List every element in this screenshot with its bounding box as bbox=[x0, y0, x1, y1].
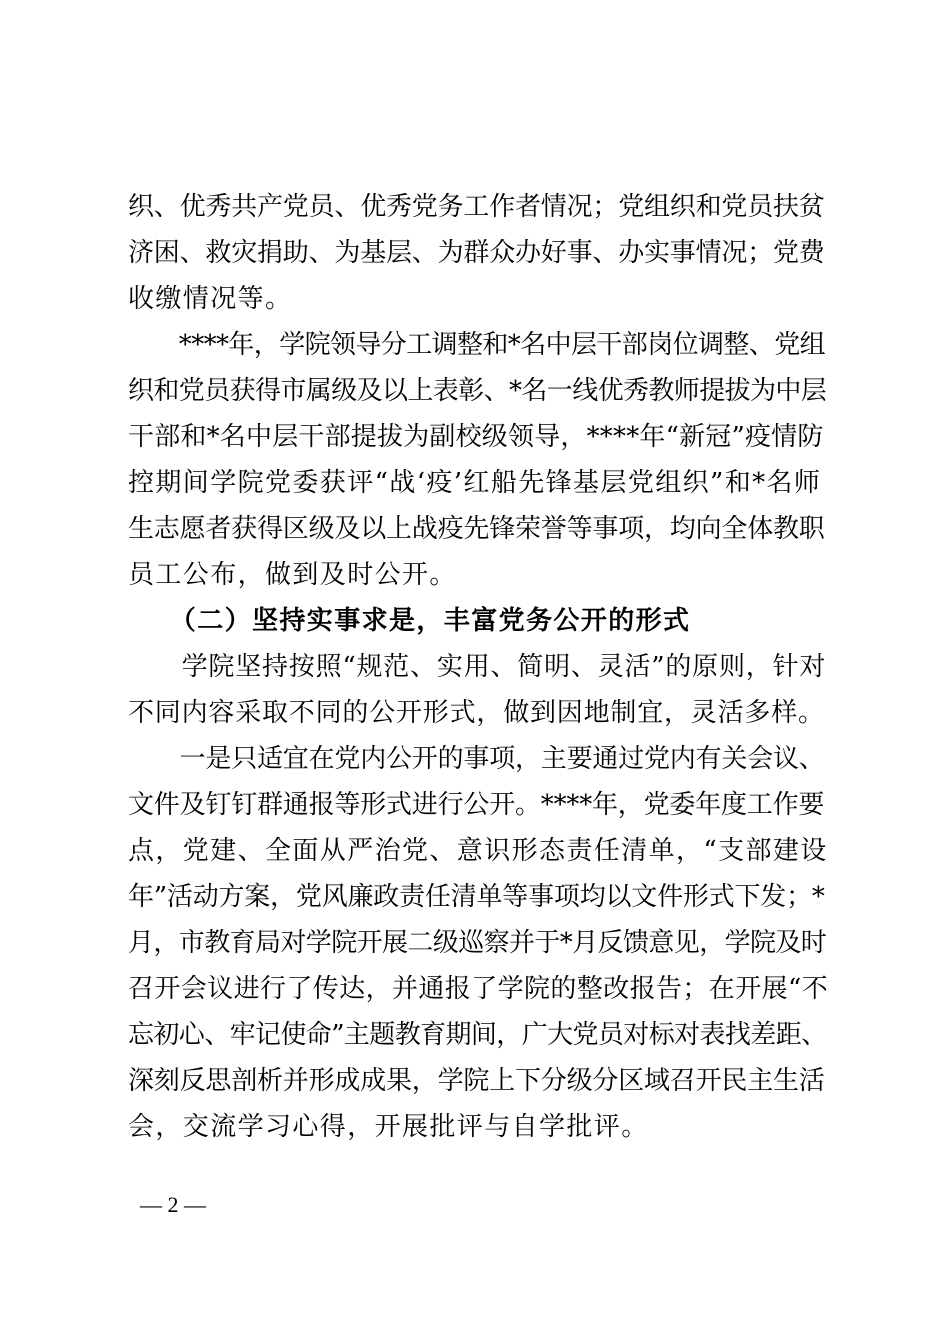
body-text-line: 生志愿者获得区级及以上战疫先锋荣誉等事项，均向全体教职 bbox=[128, 514, 825, 544]
body-text-line: 不同内容采取不同的公开形式，做到因地制宜，灵活多样。 bbox=[128, 698, 825, 728]
body-text-line: 月，市教育局对学院开展二级巡察并于*月反馈意见，学院及时 bbox=[128, 928, 827, 958]
body-text-line: 年”活动方案，党风廉政责任清单等事项均以文件形式下发；* bbox=[128, 882, 825, 912]
body-text-line: 学院坚持按照“规范、实用、简明、灵活”的原则，针对 bbox=[128, 652, 827, 682]
body-text-line: 文件及钉钉群通报等形式进行公开。****年，党委年度工作要 bbox=[128, 790, 825, 820]
body-text-line: 收缴情况等。 bbox=[128, 284, 293, 314]
body-text-line: 织、优秀共产党员、优秀党务工作者情况；党组织和党员扶贫 bbox=[128, 192, 825, 222]
body-text-line: 织和党员获得市属级及以上表彰、*名一线优秀教师提拔为中层 bbox=[128, 376, 827, 406]
body-text-line: 一是只适宜在党内公开的事项，主要通过党内有关会议、 bbox=[128, 744, 825, 774]
body-text-line: 忘初心、牢记使命”主题教育期间，广大党员对标对表找差距、 bbox=[128, 1020, 827, 1050]
body-text-line: ****年，学院领导分工调整和*名中层干部岗位调整、党组 bbox=[128, 330, 826, 360]
page-number: — 2 — bbox=[140, 1192, 206, 1217]
body-text-line: 济困、救灾捐助、为基层、为群众办好事、办实事情况；党费 bbox=[128, 238, 825, 268]
body-text-line: 会，交流学习心得，开展批评与自学批评。 bbox=[128, 1112, 649, 1142]
body-text-line: 点，党建、全面从严治党、意识形态责任清单，“支部建设 bbox=[128, 836, 828, 866]
body-text-line: 干部和*名中层干部提拔为副校级领导，****年“新冠”疫情防 bbox=[128, 422, 824, 452]
body-text-line: 深刻反思剖析并形成成果，学院上下分级分区域召开民主生活 bbox=[128, 1066, 825, 1096]
body-text-line: 控期间学院党委获评“战‘疫’红船先锋基层党组织”和*名师 bbox=[128, 468, 822, 498]
section-heading: （二）坚持实事求是，丰富党务公开的形式 bbox=[128, 606, 691, 636]
body-text-line: 召开会议进行了传达，并通报了学院的整改报告；在开展“不 bbox=[128, 974, 829, 1004]
body-text-line: 员工公布，做到及时公开。 bbox=[128, 560, 457, 590]
